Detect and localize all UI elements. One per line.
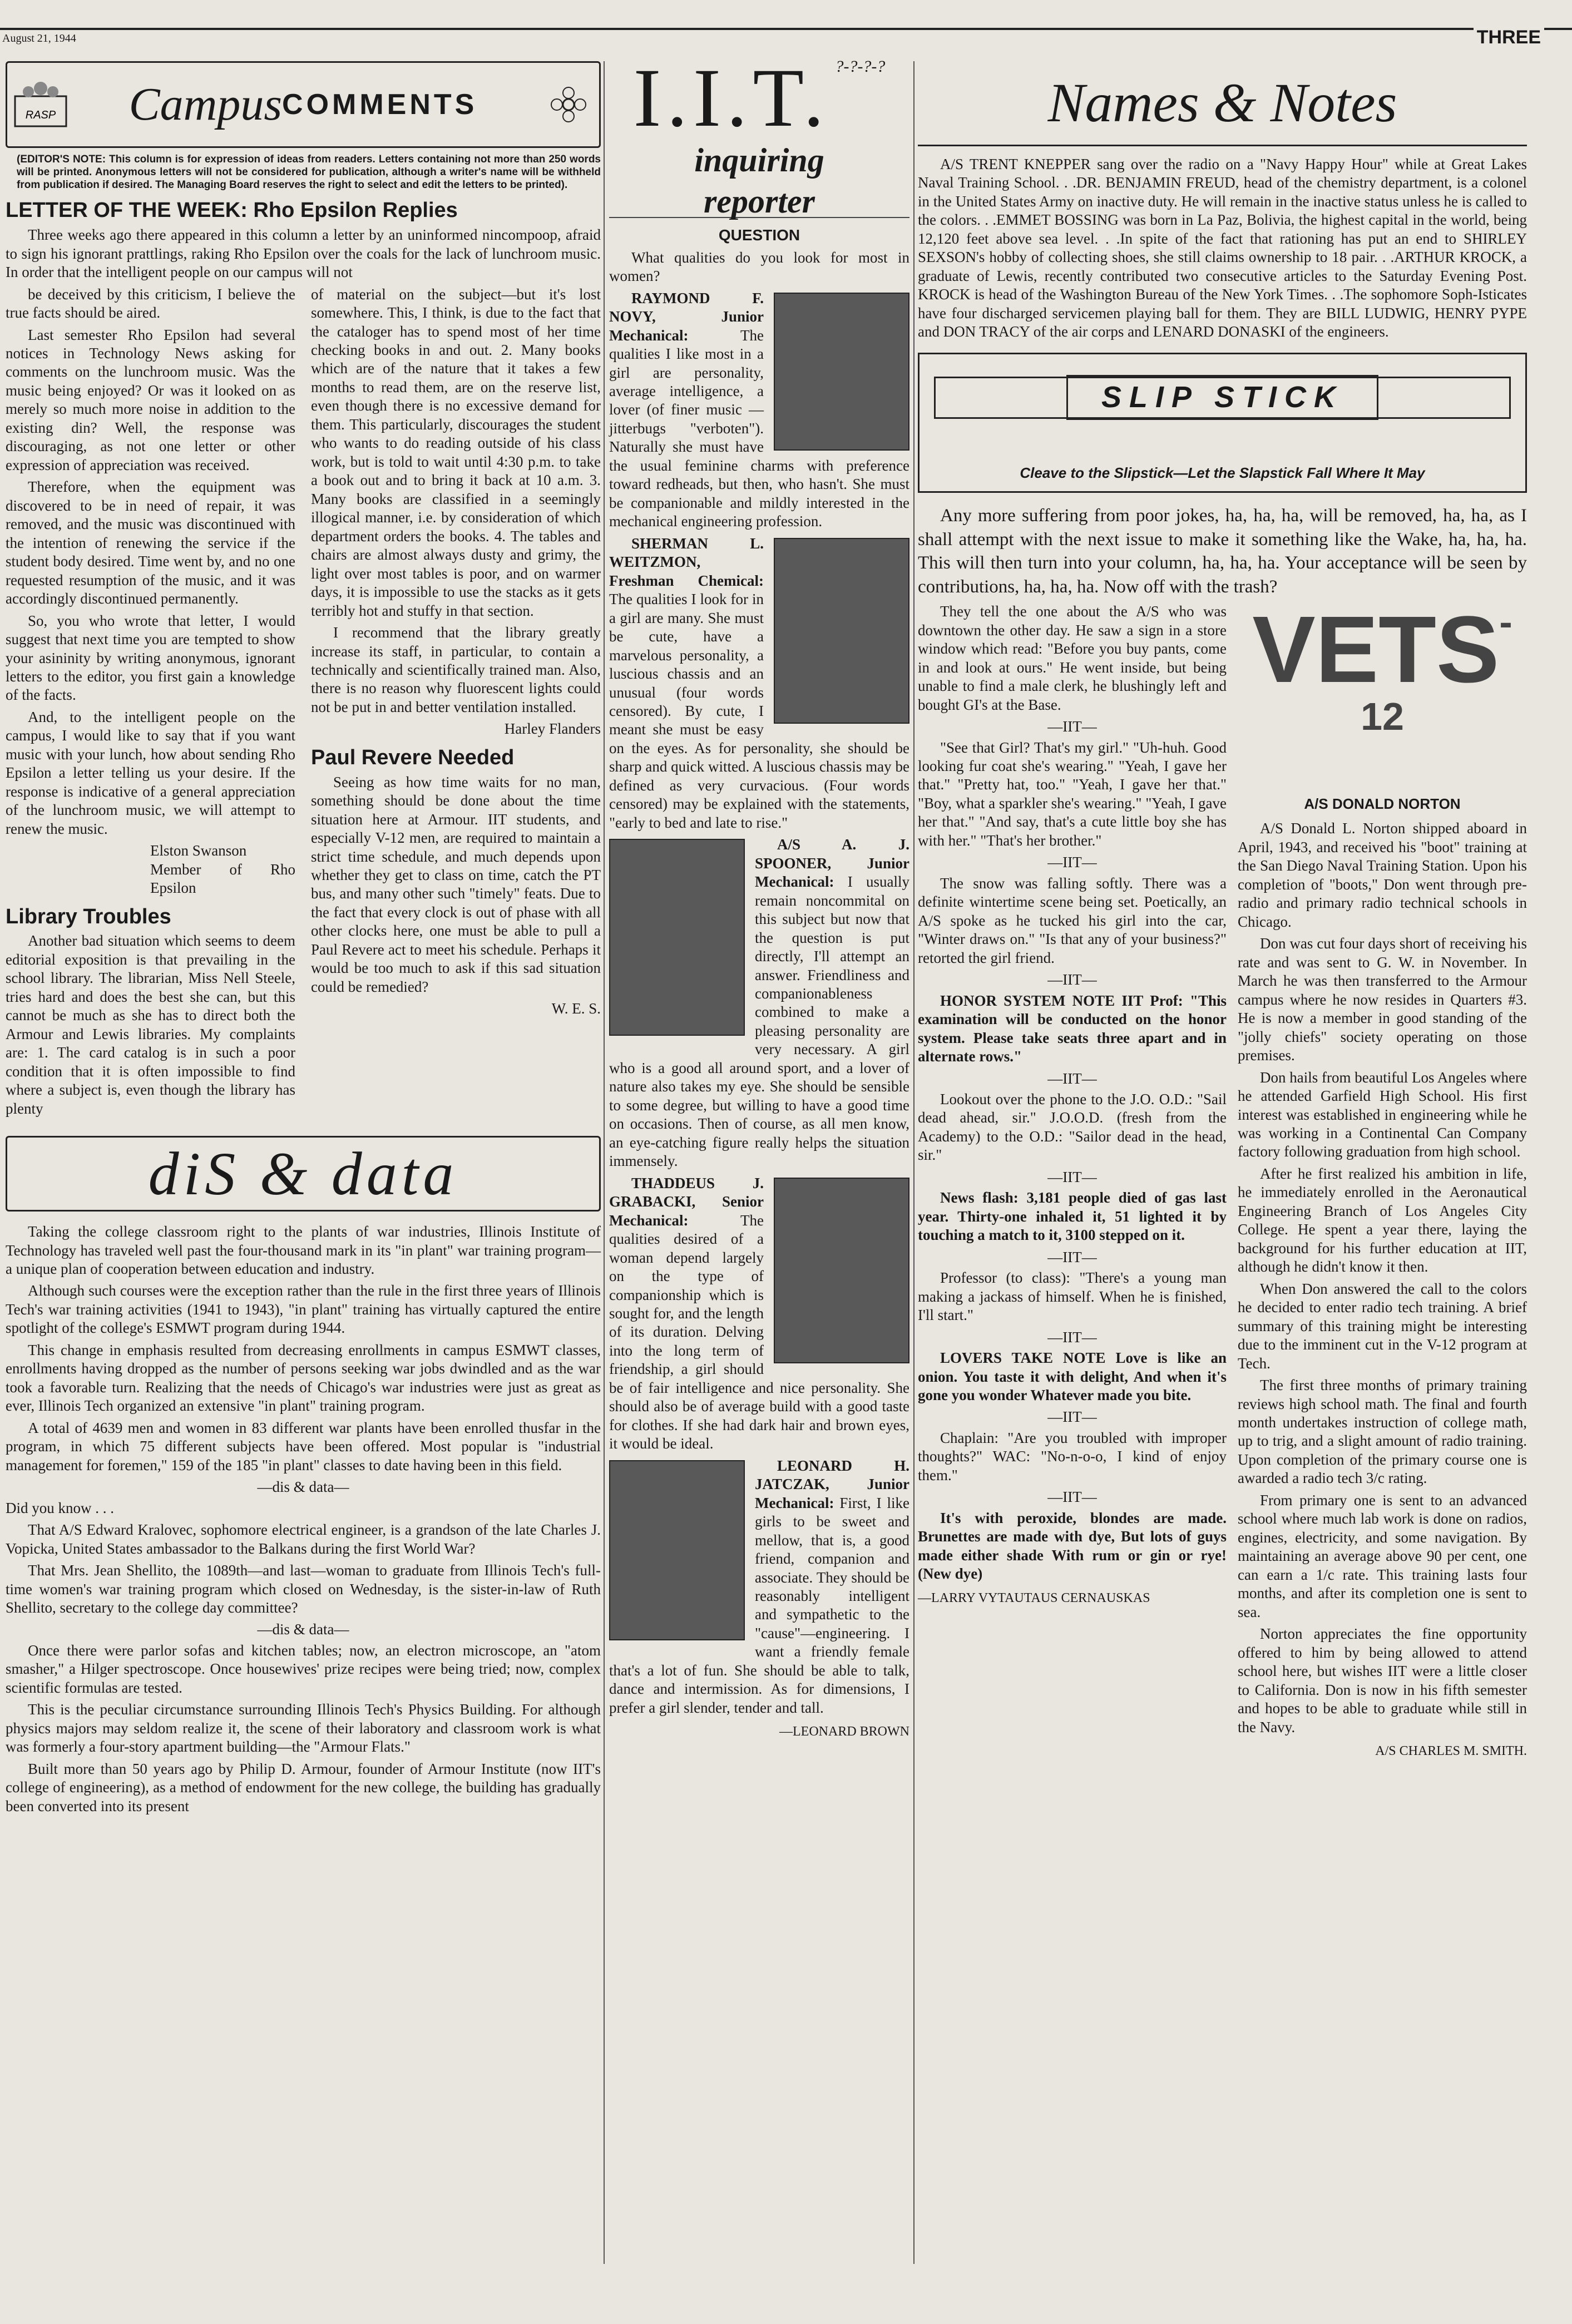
separator: —IIT— [1047,1070,1097,1087]
issue-date: August 21, 1944 [2,32,76,44]
slip-stick-tagline: Cleave to the Slipstick—Let the Slapstick Fall Where It May [1020,464,1425,482]
letter-intro: Three weeks ago there appeared in this column a letter by an uninformed nincompoop, afraid to sign his ignorant prattlings, raking Rho Epsilon over the coals for the lack of lunchroom music. In order that the intelligent people on our campus will not [6,226,601,281]
answer [609,1457,909,1718]
joke: Chaplain: "Are you troubled with improper thoughts?" WAC: "No-n-o-o, I kind of enjoy them." [918,1429,1227,1484]
did-you-know: Did you know . . . [6,1499,114,1516]
sand-box-icon [12,80,73,130]
letter-paragraph: be deceived by this criticism, I believe the true facts should be aired. [6,285,295,322]
separator: —IIT— [1047,854,1097,871]
vets-paragraph: A/S Donald L. Norton shipped aboard in April, 1943, and received his "boot" training at the San Diego Naval Training Station. Upon his completion of "boots," Don went through pre-radio and primary radio technical schools in Chicago. [1238,820,1527,930]
letter-paragraph: I recommend that the library greatly increase its staff, in particular, to contain a technically and scientifically trained man. Also, there is no reason why fluorescent lights could not be put in and better ventilation installed. [311,624,601,715]
separator: —dis & data— [257,1621,349,1638]
answer-text: The qualities desired of a woman depend largely on the type of companionship which is sought for, and the length of its duration. Delving into the long term of friendship, a girl should be of fair intelligence and nice personality. She should also be of average build with a good taste for clothes. If she had dark hair and brown eyes, it would be ideal. [609,1212,909,1452]
joke: HONOR SYSTEM NOTE IIT Prof: "This examination will be conducted on the honor system. Please take seats three apart and in alternate rows." [918,992,1227,1065]
svg-text:RASP: RASP [25,109,56,121]
answer [609,835,909,1170]
vets-section [1238,597,1527,1759]
vets-author: A/S CHARLES M. SMITH. [1375,1743,1527,1758]
page-number: THREE [1474,27,1544,48]
editor-note: (EDITOR'S NOTE: This column is for expression of ideas from readers. Letters containing not more than 250 words will be printed. Anonymous letters will not be considered for publication, although a writer's name will be withheld from publication if desired. The Managing Board reserves the right to select and edit the letters to be printed). [17,154,601,191]
answer-text: The qualities I like most in a girl are personality, average intelligence, a lover (of finer music — jitterbugs "verboten"). Naturally she must have the usual feminine charms with preference toward redheads, but then, who hasn't. She must be companionable and mildly interested in the mechanical engineering profession. [609,327,909,530]
dis-data-banner: diS & data [6,1136,601,1212]
respondent-name: A/S A. J. SPOONER, Junior Mechanical: [755,836,909,891]
respondent-name: THADDEUS J. GRABACKI, Senior Mechanical: [609,1174,764,1229]
inquiring-reporter-banner [609,51,909,220]
vets-paragraph: From primary one is sent to an advanced school where much lab work is done on radios, engines, electricity, and some navigation. By maintaining an average above 90 per cent, one can earn a 1/c rate. This training lasts four months, and after its completion one is sent to sea. [1238,1491,1527,1620]
joke: It's with peroxide, blondes are made. Brunettes are made with dye, But lots of guys made either shade With rum or gin or rye! (New dye) [918,1509,1227,1583]
separator: —IIT— [1047,1328,1097,1346]
answer [609,289,909,531]
banner-doodle: ?-?-?-? [835,57,886,76]
slip-stick-banner [918,353,1527,493]
subcolumn-right [311,285,601,1121]
byline: —LEONARD BROWN [779,1724,909,1739]
dis-item: That A/S Edward Kralovec, sophomore electrical engineer, is a grandson of the late Charles J. Vopicka, United States ambassador to the Balkans during the first World War? [6,1521,601,1557]
respondent-name: SHERMAN L. WEITZMON, Freshman Chemical: [609,535,764,589]
signature: Harley Flanders [504,720,601,738]
answer-text: I usually remain noncommital on this subject but now that the question is put directly, I'll attempt an answer. Friendliness and companionableness combined to make a pleasing personality are very necessary. A girl who is a good all around sport, and a lover of nature also takes my eye. She should be sensible to some degree, but willing to have a good time on occasions. Then of course, as all men know, an eye-catching figure really helps the situation immensely. [609,873,909,1170]
separator: —dis & data— [257,1479,349,1496]
iit-letters: I.I.T. [633,51,830,144]
flower-icon [549,85,588,124]
joke: "See that Girl? That's my girl." "Uh-huh. Good looking fur coat she's wearing." "Yeah, I gave her that." "Pretty hat, too." "Yeah, I gave her that." "Boy, what a sparkler she's wearing." "Yeah, I gave her that." "And say, that's a cute little boy she has with her." "That's her brother." [918,739,1227,849]
vets-byline: A/S DONALD NORTON [1304,795,1461,813]
dis-paragraph: Once there were parlor sofas and kitchen tables; now, an electron microscope, an "atom smasher," a Hilger spectroscope. Once housewives' prize recipes were being tried; now, complex scientific formulas are tested. [6,1641,601,1696]
joke: They tell the one about the A/S who was downtown the other day. He saw a sign in a store window which read: "Before you buy pants, come in and look at ours." He went inside, but being unable to find a male clerk, he blushingly left and bought GI's at the Base. [918,603,1227,713]
middle-column [609,51,910,1740]
right-column [918,61,1527,1766]
library-troubles-headline: Library Troubles [6,904,171,928]
inquiring-script: inquiring [694,141,824,179]
letter-paragraph: Last semester Rho Epsilon had several notices in Technology News asking for comments on the lunchroom music. Was the music being enjoyed? Or was it looked on as merely so much more noise in addition to the existing din? Well, the response was discouraging, as not one letter or other expression of appreciation was received. [6,326,295,473]
joke: The snow was falling softly. There was a definite wintertime scene being set. Poetically, an A/S spoke as he tucked his girl into the car, "Winter draws on." "Is that any of your business?" retorted the girl friend. [918,874,1227,966]
letter-paragraph: Another bad situation which seems to deem editorial exposition is that prevailing in the school library. The librarian, Miss Nell Steele, tries hard and does the best she can, but this cannot be much as she has to direct both the Armour and Lewis libraries. My complaints are: 1. The card catalog is in such a poor condition that it is often impossible to find where a subject is, even though the library has plenty [6,932,295,1117]
portrait-photo [774,538,909,724]
joke: Lookout over the phone to the J.O. O.D.: "Sail dead ahead, sir." J.O.O.D. (fresh from the Academy) to the O.D.: "Sailor dead in the head, sir." [918,1090,1227,1164]
separator: —IIT— [1047,1248,1097,1265]
letter-paragraph: So, you who wrote that letter, I would suggest that next time you are tempted to show your asininity by writing anonymous, ignorant letters to the editor, you first gain a knowledge of the facts. [6,612,295,704]
signature-name: Elston Swanson [150,842,247,859]
letter-paragraph: And, to the intelligent people on the campus, I would like to say that if you want music with your lunch, how about sending Rho Epsilon a letter telling us your desire. If the response is indicative of a general appreciation of the lunchroom music, we will attempt to renew the music. [6,708,295,837]
letter-paragraph: of material on the subject—but it's lost somewhere. This, I think, is due to the fact that the cataloger has to spend most of her time checking books in and out. 2. Many books which are of the nature that it takes a few months to read them, are on the reserve list, even though there is no excessive demand for them. This particularly, discourages the student who wants to do reading outside of his class work, but is told to wait until 4:30 p.m. to take a book out and to bring it back at 10 a.m. 3. Many books are classified in a seemingly illogical manner, i.e. by consideration of which department orders the books. 4. The tables and chairs are almost always dusty and grimy, the light over most tables is poor, and on warmer days, it is impossible to use the stacks as it gets terribly hot and stuffy in that section. [311,285,601,619]
dis-paragraph: This is the peculiar circumstance surrounding Illinois Tech's Physics Building. For although physics majors may seldom realize it, the scene of their laboratory and classroom work is what was formerly a four-story apartment building—the "Armour Flats." [6,1701,601,1756]
vets-logo: $VETS^{-12}$ [1252,597,1512,739]
portrait-photo [609,839,745,1036]
slip-intro: Any more suffering from poor jokes, ha, ha, ha, will be removed, ha, ha, as I shall attempt with the next issue to make it something like the Wake, ha, ha, ha. This will then turn into your column, ha, ha, ha. Your acceptance will be seen by contributions, ha, ha, ha. Now off with the trash? [918,505,1527,597]
vets-paragraph: Don was cut four days short of receiving his rate and was sent to G. W. in November. In March he was then transferred to the Armour campus where he now resides in Quarters #3. He is now a member in good standing of the "jolly chiefs" society operating on those premises. [1238,935,1527,1064]
paul-revere-headline: Paul Revere Needed [311,745,515,769]
comments-caps-title: COMMENTS [282,88,478,121]
joke: LOVERS TAKE NOTE Love is like an onion. You taste it with delight, And when it's gone you wonder Whatever made you bite. [918,1349,1227,1403]
answer [609,535,909,833]
respondent-name: RAYMOND F. NOVY, Junior Mechanical: [609,289,764,344]
vets-paragraph: When Don answered the call to the colors he decided to enter radio tech training. A brief summary of this training might be interesting due to the imminent cut in the V-12 program at Tech. [1238,1280,1527,1372]
separator: —IIT— [1047,1408,1097,1426]
portrait-photo [609,1460,745,1640]
vets-paragraph: After he first realized his ambition in life, he immediately enrolled in the Aeronautical Engineering Branch of Los Angeles City College. He spent a year there, laying the background for his further education at IIT, although he didn't know it then. [1238,1165,1527,1275]
letter-of-week-headline: LETTER OF THE WEEK: Rho Epsilon Replies [6,199,458,222]
signature: W. E. S. [551,1000,601,1017]
answer [609,1174,909,1453]
joke: Professor (to class): "There's a young man making a jackass of himself. When he is finished, I'll start." [918,1269,1227,1324]
slip-stick-title: SLIP STICK [1066,375,1378,420]
respondent-name: LEONARD H. JATCZAK, Junior Mechanical: [755,1457,909,1511]
dis-paragraph: This change in emphasis resulted from decreasing enrollments in campus ESMWT classes, enrollments having dropped as the number of persons seeking war jobs dwindled and as the war took a favorable turn. Realizing that the needs of Chicago's war industries were just as great as ever, Illinois Tech organized an extensive "in plant" training program. [6,1341,601,1415]
portrait-photo [774,293,909,451]
dis-paragraph: Although such courses were the exception rather than the rule in the first three years of Illinois Tech's war training activities (1941 to 1943), "in plant" training has virtually captured the entire spotlight of the college's ESMWT program during 1944. [6,1282,601,1337]
question-label: QUESTION [718,226,800,244]
vets-paragraph: Norton appreciates the fine opportunity offered to him by being allowed to attend school here, but wishes IIT were a little closer to California. Don is now in his fifth semester and hopes to be able to graduate while still in the Navy. [1238,1625,1527,1735]
dis-item: That Mrs. Jean Shellito, the 1089th—and last—woman to graduate from Illinois Tech's full-time women's war training program which closed on Wednesday, is the sister-in-law of Ruth Shellito, secretary to the college day committee? [6,1562,601,1616]
vets-paragraph: The first three months of primary training reviews high school math. The final and fourth month undertakes instruction of college math, up to trig, and a slight amount of radio training. Upon completion of the primary course one is awarded a radio tech 3/c rating. [1238,1377,1527,1487]
column-rule [913,61,914,2264]
campus-comments-banner [6,61,601,148]
answer-text: The qualities I look for in a girl are many. She must be cute, have a marvelous personality, a luscious chassis and an unusual (four words censored). By cute, I meant she must be easy on the eyes. As for personality, she should be sharp and quick witted. A luscious chassis may be defined as very curvacious. (Four words censored) may be explained with the statements, "early to bed and late to rise." [609,591,909,831]
signature-title: Member of Rho Epsilon [150,861,295,897]
names-notes-body: A/S TRENT KNEPPER sang over the radio on a "Navy Happy Hour" while at Great Lakes Naval Training School. . .DR. BENJAMIN FREUD, head of the chemistry department, is a colonel in the United States Army on inactive duty. He will remain in the inactive status unless he is called to the colors. . .EMMET BOSSING was born in La Paz, Bolivia, the highest capital in the world, being 12,120 feet above sea level. . .In spite of the fact that rationing has put an end to SHIRLEY SEXSON's hobby of collecting shoes, she still claims ownership to 18 pair. . .ARTHUR KROCK, a graduate of Lewis, recently contributed two consecutive articles to the Saturday Evening Post. KROCK is head of the Washington Bureau of the New York Times. . .The sophomore Soph-Isticates have four discharged servicemen playing ball for them. They are BILL LUDWIG, HENRY PYPE and DON TRACY of the air corps and LENARD DONASKI of the engineers. [918,156,1527,340]
separator: —IIT— [1047,1168,1097,1185]
question-text: What qualities do you look for most in women? [609,249,909,285]
campus-script-title: Campus [128,78,283,130]
top-rule [0,28,1572,30]
separator: —IIT— [1047,1489,1097,1506]
subcolumn-left [6,285,295,1121]
letters-subcolumns [6,285,601,1121]
letter-paragraph: Therefore, when the equipment was discovered to be in need of repair, it was removed, and the music was discontinued with the intention of renewing the service if the student body desired. Time went by, and no one requested resumption of the music, and it was accordingly discontinued permanently. [6,478,295,607]
portrait-photo [774,1178,909,1363]
answer-text: First, I like girls to be sweet and mellow, that is, a good friend, companion and associate. They should be reasonably intelligent and sympathetic to the "cause"—engineering. I want a friendly female that's a lot of fun. She should be able to talk, dance and intermission. As for dimensions, I prefer a girl slender, tender and tall. [609,1494,910,1716]
dis-paragraph: A total of 4639 men and women in 83 different war plants have been enrolled thusfar in the program, in which 75 different subjects have been offered. Most popular is "industrial management for foremen," 159 of the 185 "in plant" classes to date having been in this field. [6,1419,601,1473]
slip-byline: —LARRY VYTAUTAUS CERNAUSKAS [918,1590,1150,1605]
vets-paragraph: Don hails from beautiful Los Angeles where he attended Garfield High School. His first interest was established in engineering while he was working in a Continental Can Company factory following graduation from high school. [1238,1069,1527,1160]
reporter-script: reporter [704,183,815,220]
separator: —IIT— [1047,971,1097,988]
dis-paragraph: Built more than 50 years ago by Philip D. Armour, founder of Armour Institute (now IIT's college of engineering), as a method of endowment for the new college, the building has gradually been converted into its present [6,1760,601,1814]
separator: —IIT— [1047,718,1097,735]
column-rule [604,61,605,2264]
slide-rule-graphic [934,377,1511,419]
letter-paragraph: Seeing as how time waits for no man, something should be done about the time situation here at Armour. IIT students, and especially V-12 men, are required to maintain a strict time schedule, and much depends upon whether they get to class on time, catch the PT bus, and many other such "timely" feats. Due to the fact that every clock is out of phase with all other clocks here, one must be able to pull a Paul Revere act to meet his schedule. Perhaps it would be too much to ask if this sad situation could be remedied? [311,773,601,995]
names-notes-banner: Names & Notes [918,61,1527,146]
joke: News flash: 3,181 people died of gas last year. Thirty-one inhaled it, 51 lighted it by touching a match to it, 3100 stepped on it. [918,1189,1227,1244]
left-column [6,61,601,1819]
dis-paragraph: Taking the college classroom right to the plants of war industries, Illinois Institute of Technology has traveled well past the four-thousand mark in its "in plant" war training program—a unique plan of cooperation between education and industry. [6,1223,601,1278]
